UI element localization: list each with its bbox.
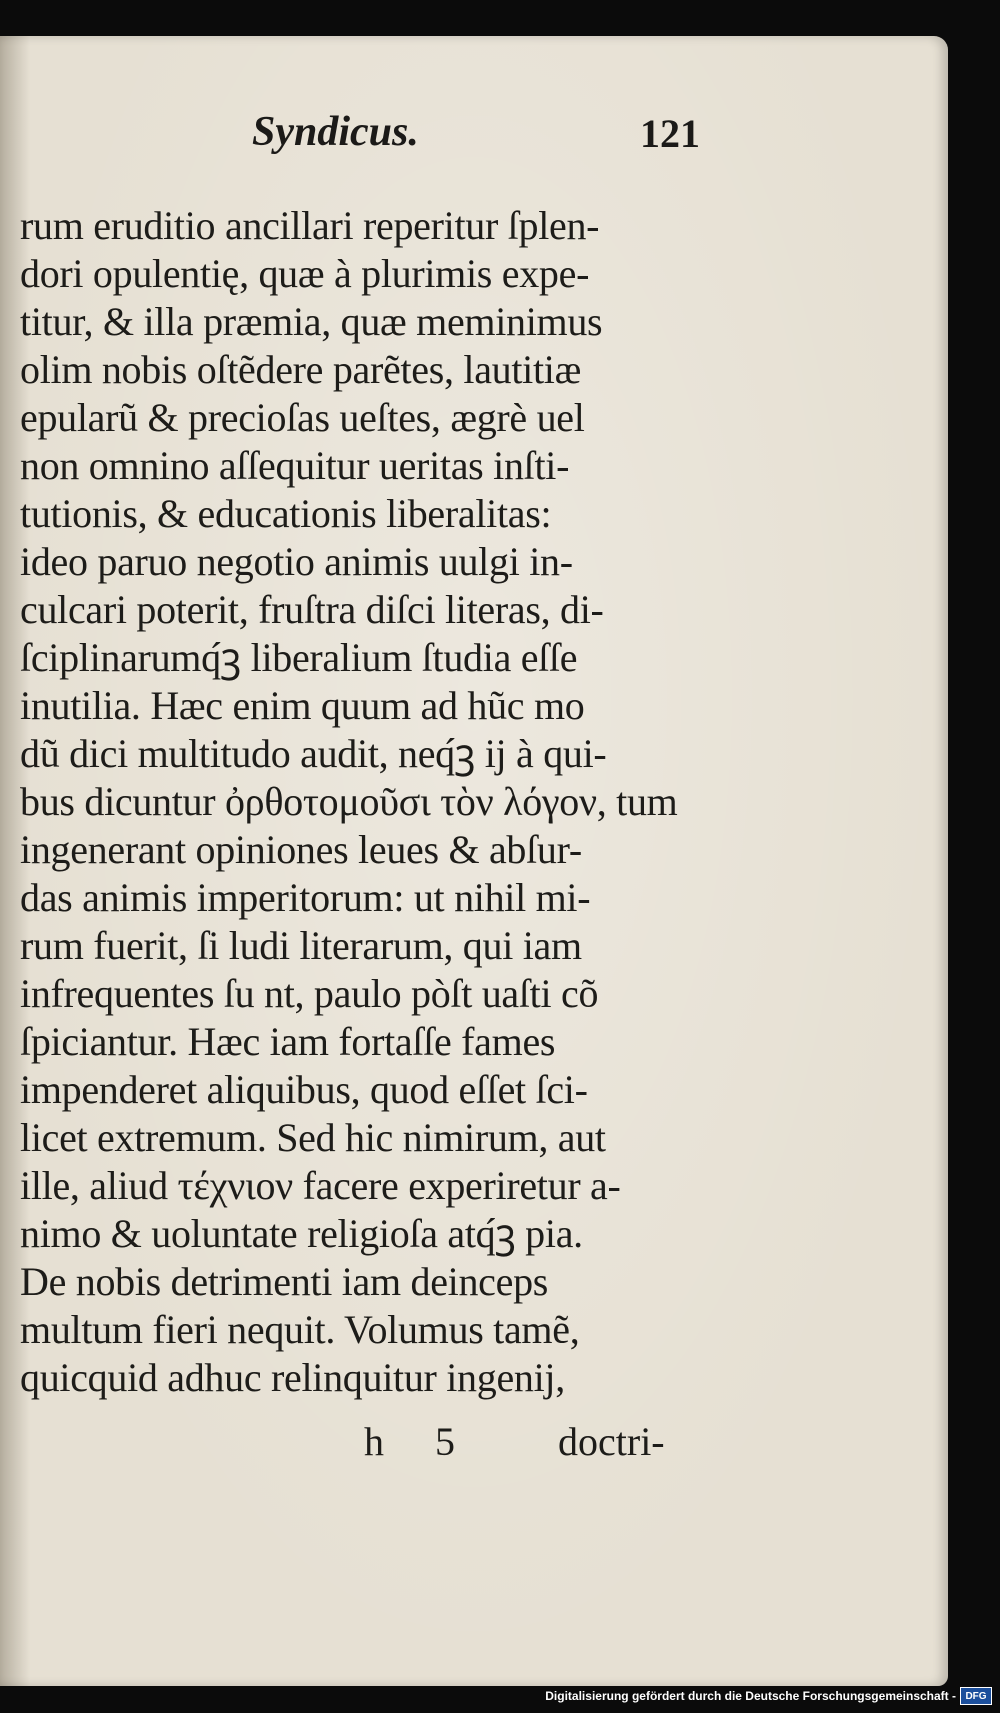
book-page <box>0 36 948 1686</box>
catchword: doctri- <box>558 1419 665 1464</box>
signature-line <box>20 1418 690 1468</box>
text-line: ille, aliud τέχνιον facere experiretur a- <box>20 1163 621 1208</box>
page-number: 121 <box>640 111 700 156</box>
text-line: das animis imperitorum: ut nihil mi- <box>20 875 591 920</box>
footer-credit: Digitalisierung gefördert durch die Deutsche Forschungsgemeinschaft - <box>545 1689 956 1703</box>
digitization-footer <box>545 1685 992 1707</box>
text-line: impenderet aliquibus, quod eſſet ſci- <box>20 1067 588 1112</box>
text-line: olim nobis oſtẽdere parẽtes, lautitiæ <box>20 347 581 392</box>
dfg-logo: DFG <box>960 1687 992 1705</box>
text-line: quicquid adhuc relinquitur ingenij, <box>20 1355 565 1400</box>
text-line: titur, & illa præmia, quæ meminimus <box>20 299 603 344</box>
body-text <box>20 202 690 1402</box>
text-line: multum fieri nequit. Volumus tamẽ, <box>20 1307 580 1352</box>
text-line: inutilia. Hæc enim quum ad hũc mo <box>20 683 585 728</box>
text-line: bus dicuntur ὀρθοτομοῦσι τὸν λόγον, tum <box>20 779 678 824</box>
text-line: culcari poterit, fruſtra diſci literas, di- <box>20 587 604 632</box>
text-line: tutionis, & educationis liberalitas: <box>20 491 552 536</box>
running-head: Syndicus. <box>252 109 419 155</box>
text-line: licet extremum. Sed hic nimirum, aut <box>20 1115 606 1160</box>
text-line: nimo & uoluntate religioſa atq́ꝫ pia. <box>20 1211 583 1256</box>
text-line: ingenerant opiniones leues & abſur- <box>20 827 582 872</box>
text-line: epularũ & precioſas ueſtes, ægrè uel <box>20 395 585 440</box>
signature-mark: h <box>364 1419 384 1464</box>
text-line: ideo paruo negotio animis uulgi in- <box>20 539 573 584</box>
text-line: De nobis detrimenti iam deinceps <box>20 1259 549 1304</box>
page-header <box>20 108 700 168</box>
text-line: rum eruditio ancillari reperitur ſplen- <box>20 203 600 248</box>
text-line: dori opulentię, quæ à plurimis expe- <box>20 251 590 296</box>
text-line: ſpiciantur. Hæc iam fortaſſe fames <box>20 1019 556 1064</box>
text-line: dũ dici multitudo audit, neq́ꝫ ij à qui- <box>20 731 607 776</box>
text-line: rum fuerit, ſi ludi literarum, qui iam <box>20 923 582 968</box>
signature-number: 5 <box>435 1419 455 1464</box>
text-line: infrequentes ſu nt, paulo pòſt uaſti cõ <box>20 971 599 1016</box>
text-line: ſciplinarumq́ꝫ liberalium ſtudia eſſe <box>20 635 578 680</box>
text-line: non omnino aſſequitur ueritas inſti- <box>20 443 570 488</box>
